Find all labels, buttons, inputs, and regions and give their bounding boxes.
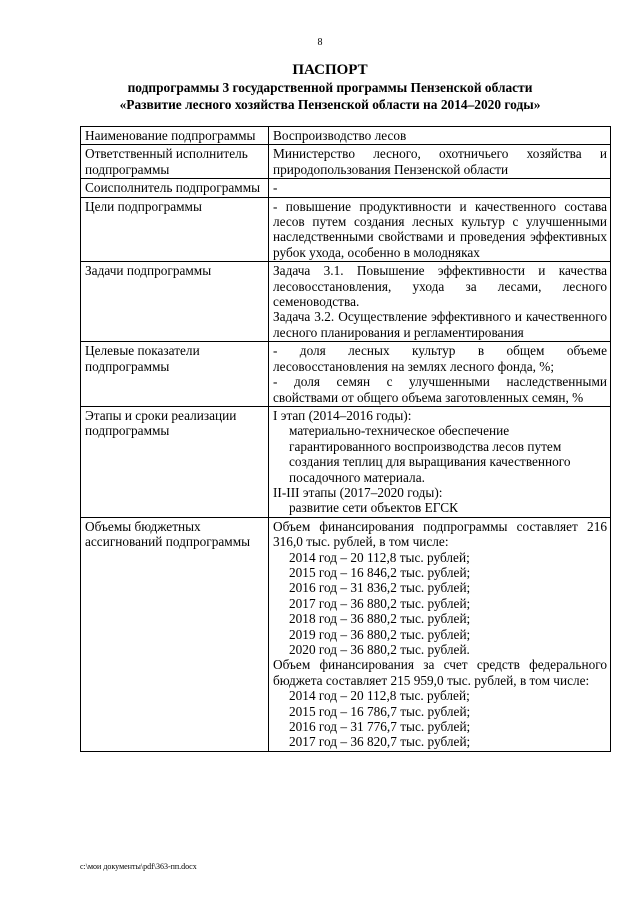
row-value xyxy=(269,262,611,342)
federal-year-line: 2017 год – 36 820,7 тыс. рублей; xyxy=(289,734,471,750)
title-line-1: ПАСПОРТ xyxy=(292,62,368,78)
table-row-tasks xyxy=(81,262,611,342)
row-value: Министерство лесного, охотничьего хозяйства и природопользования Пензенской области xyxy=(269,145,611,179)
row-value xyxy=(269,342,611,407)
page-number: 8 xyxy=(317,37,323,48)
passport-table xyxy=(80,126,611,752)
indicator-2: - доля семян с улучшенными наследственными свойствами от общего объема заготовленных семян, % xyxy=(273,374,607,405)
row-value: - xyxy=(269,179,611,197)
file-path-footer: c:\мои документы\pdf\363-пп.docx xyxy=(80,862,197,871)
row-value xyxy=(269,406,611,517)
budget-year-line: 2020 год – 36 880,2 тыс. рублей. xyxy=(289,642,470,657)
budget-year-line: 2018 год – 36 880,2 тыс. рублей; xyxy=(289,611,471,627)
table-row-coexecutor xyxy=(81,179,611,197)
row-label: Целевые показатели подпрограммы xyxy=(81,342,269,407)
row-value: Воспроизводство лесов xyxy=(269,127,611,145)
stage-2-text: развитие сети объектов ЕГСК xyxy=(289,500,458,516)
document-title xyxy=(60,62,600,113)
federal-budget-intro: Объем финансирования за счет средств федерального бюджета составляет 215 959,0 тыс. рублей, в том числе: xyxy=(273,657,607,688)
row-label: Этапы и сроки реализации подпрограммы xyxy=(81,406,269,517)
table-row-stages xyxy=(81,406,611,517)
budget-year-line: 2015 год – 16 846,2 тыс. рублей; xyxy=(289,564,471,580)
stage-1-text: материально-техническое обеспечение гарантированного воспроизводства лесов путем создания теплиц для выращивания качественного посадочного материала. xyxy=(289,423,571,485)
row-label: Наименование подпрограммы xyxy=(81,127,269,145)
row-label: Задачи подпрограммы xyxy=(81,262,269,342)
table-row-indicators xyxy=(81,342,611,407)
budget-year-line: 2016 год – 31 836,2 тыс. рублей; xyxy=(289,580,471,596)
stage-2-heading: II-III этапы (2017–2020 годы): xyxy=(273,484,443,500)
row-label: Соисполнитель подпрограммы xyxy=(81,179,269,197)
budget-year-line: 2017 год – 36 880,2 тыс. рублей; xyxy=(289,595,471,611)
row-value: - повышение продуктивности и качественного состава лесов путем создания лесных культур с улучшенными наследственными свойствами и проведения эффективных рубок ухода, особенно в молодняках xyxy=(269,197,611,262)
table-row-name xyxy=(81,127,611,145)
federal-year-line: 2015 год – 16 786,7 тыс. рублей; xyxy=(289,703,471,719)
budget-year-line: 2019 год – 36 880,2 тыс. рублей; xyxy=(289,626,471,642)
indicator-1: - доля лесных культур в общем объеме лесовосстановления на землях лесного фонда, %; xyxy=(273,343,607,374)
row-label: Цели подпрограммы xyxy=(81,197,269,262)
budget-intro: Объем финансирования подпрограммы составляет 216 316,0 тыс. рублей, в том числе: xyxy=(273,518,607,550)
federal-year-line: 2016 год – 31 776,7 тыс. рублей; xyxy=(289,719,471,735)
stage-1-heading: I этап (2014–2016 годы): xyxy=(273,407,412,423)
row-label: Ответственный исполнитель подпрограммы xyxy=(81,145,269,179)
row-label: Объемы бюджетных ассигнований подпрограммы xyxy=(81,517,269,751)
row-value xyxy=(269,517,611,751)
title-line-2: подпрограммы 3 государственной программы Пензенской области xyxy=(127,80,533,95)
title-line-3: «Развитие лесного хозяйства Пензенской области на 2014–2020 годы» xyxy=(119,97,541,112)
table-row-executor xyxy=(81,145,611,179)
table-row-goals xyxy=(81,197,611,262)
table-row-budget xyxy=(81,517,611,751)
task-1: Задача 3.1. Повышение эффективности и качества лесовосстановления, ухода за лесами, лесного семеноводства. xyxy=(273,263,607,310)
budget-year-line: 2014 год – 20 112,8 тыс. рублей; xyxy=(289,549,470,565)
federal-year-line: 2014 год – 20 112,8 тыс. рублей; xyxy=(289,688,470,704)
task-2: Задача 3.2. Осуществление эффективного и качественного лесного планирования и регламентирования xyxy=(273,309,607,340)
